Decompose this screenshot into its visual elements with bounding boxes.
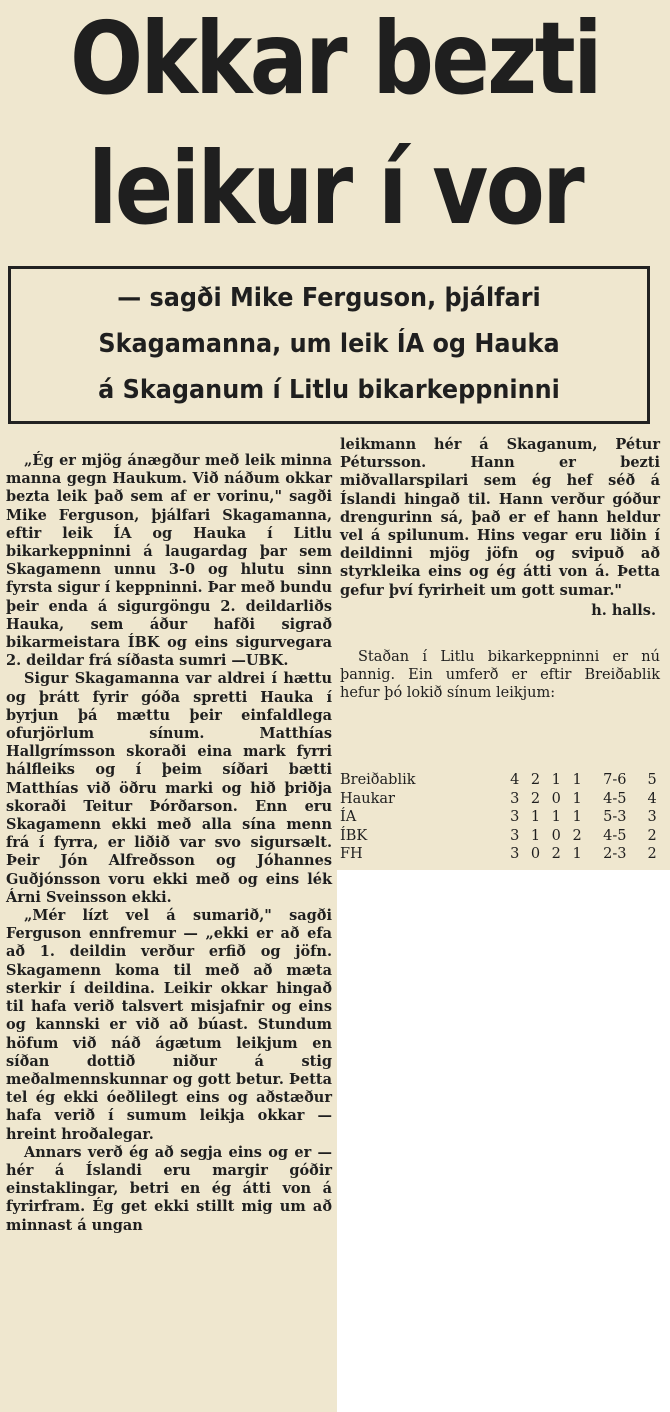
standings-lost: 1 bbox=[572, 809, 582, 825]
standings-played: 3 bbox=[510, 790, 520, 807]
subheadline-box bbox=[8, 266, 650, 424]
standings-drawn: 1 bbox=[551, 809, 561, 825]
standings-team-name: FH bbox=[340, 846, 363, 862]
standings-lost: 1 bbox=[572, 772, 582, 788]
headline-line-2: leikur í vor bbox=[87, 130, 583, 247]
standings-intro: Staðan í Litlu bikarkeppninni er nú þannig. Ein umferð er eftir Breiðablik hefur þó lokið sínum leikjum: bbox=[340, 649, 660, 702]
standings-played: 3 bbox=[510, 809, 520, 825]
article-right-column bbox=[340, 436, 660, 703]
standings-table bbox=[340, 771, 662, 864]
standings-goals: 4-5 bbox=[603, 790, 627, 807]
standings-drawn: 0 bbox=[551, 827, 561, 844]
standings-goals: 7-6 bbox=[603, 772, 627, 788]
standings-points: 2 bbox=[647, 827, 657, 844]
standings-goals: 4-5 bbox=[603, 827, 627, 844]
standings-goals: 5-3 bbox=[603, 809, 627, 825]
article-left-column bbox=[6, 452, 332, 1235]
standings-points: 4 bbox=[647, 790, 657, 807]
standings-lost: 1 bbox=[572, 790, 582, 807]
standings-won: 1 bbox=[530, 809, 541, 825]
paragraph-5: leikmann hér á Skaganum, Pétur Pétursson. Hann er bezti miðvallarspilari sem ég hef séð á Íslandi hingað til. Hann verður góður drengurinn sá, það er ef hann heldur vel á spilunum. Hins vegar eru liðin í deildinni mjög jöfn og svipuð að styrkleika eins og ég átti von á. Þetta gefur því fyrirheit um gott sumar." bbox=[340, 436, 660, 599]
author-signature: h. halls. bbox=[591, 601, 656, 619]
standings-drawn: 2 bbox=[551, 846, 561, 862]
standings-row bbox=[340, 771, 662, 790]
subheadline-line-1: — sagði Mike Ferguson, þjálfari bbox=[117, 283, 541, 313]
standings-lost: 1 bbox=[572, 846, 582, 862]
standings-points: 2 bbox=[647, 846, 657, 862]
standings-played: 3 bbox=[510, 827, 520, 844]
standings-goals: 2-3 bbox=[603, 846, 627, 862]
standings-points: 5 bbox=[647, 772, 657, 788]
standings-won: 0 bbox=[530, 846, 541, 862]
standings-row bbox=[340, 845, 662, 864]
standings-won: 2 bbox=[530, 790, 541, 807]
headline-line-1: Okkar bezti bbox=[69, 0, 601, 117]
standings-points: 3 bbox=[647, 809, 657, 825]
paragraph-4: Annars verð ég að segja eins og er — hér á Íslandi eru margir góðir einstaklingar, betri en ég átti von á fyrirfram. Ég get ekki stillt mig um að minnast á ungan bbox=[6, 1143, 332, 1234]
subheadline-line-2: Skagamanna, um leik ÍA og Hauka bbox=[98, 329, 560, 359]
standings-drawn: 1 bbox=[551, 772, 561, 788]
paragraph-2: Sigur Skagamanna var aldrei í hættu og þrátt fyrir góða spretti Hauka í byrjun þá mættu þeir einfaldlega ofurjörlum sínum. Matthías Hallgrímsson skoraði eina mark fyrri hálfleiks og í þeim síðari bætti Matthías við öðru marki og hið þriðja skoraði Teitur Þórðarson. Enn eru Skagamenn ekki með alla sína menn frá í fyrra, er liðið var svo sigursælt. Þeir Jón Alfreðsson og Jóhannes Guðjónsson voru ekki með og eins lék Árni Sveinsson ekki. bbox=[6, 670, 332, 906]
standings-row bbox=[340, 790, 662, 809]
standings-team-name: ÍA bbox=[340, 809, 357, 825]
subheadline-line-3: á Skaganum í Litlu bikarkeppninni bbox=[98, 375, 560, 405]
standings-played: 3 bbox=[510, 846, 520, 862]
standings-row bbox=[340, 808, 662, 827]
standings-won: 2 bbox=[530, 772, 541, 788]
standings-row bbox=[340, 827, 662, 846]
standings-team-name: Breiðablik bbox=[340, 772, 416, 788]
paragraph-1: „Ég er mjög ánægður með leik minna manna gegn Haukum. Við náðum okkar bezta leik það sem af er vorinu," sagði Mike Ferguson, þjálfari Skagamanna, eftir leik ÍA og Hauka í Litlu bikarkeppninni á laugardag þar sem Skagamenn unnu 3-0 og hlutu sinn fyrsta sigur í keppninni. Þar með bundu þeir enda á sigurgöngu 2. deildarliðs Hauka, sem áður hafði sigrað bikarmeistara ÍBK og eins sigurvegara 2. deildar frá síðasta sumri —UBK. bbox=[6, 452, 332, 670]
standings-won: 1 bbox=[530, 827, 541, 844]
standings-lost: 2 bbox=[572, 827, 582, 844]
paragraph-3: „Mér lízt vel á sumarið," sagði Ferguson ennfremur — „ekki er að efa að 1. deildin verður erfið og jöfn. Skagamenn koma til með að mæta sterkir í deildina. Leikir okkar hingað til hafa verið talsvert misjafnir og eins og kannski er við að búast. Stundum höfum við náð ágætum leikjum en síðan dottið niður á stig meðalmennskunnar og gott betur. Þetta tel ég ekki óeðlilegt eins og aðstæður hafa verið í sumum leikja okkar — hreint hroðalegar. bbox=[6, 907, 332, 1143]
standings-drawn: 0 bbox=[551, 790, 561, 807]
standings-team-name: Haukar bbox=[340, 790, 395, 807]
standings-team-name: ÍBK bbox=[340, 827, 368, 844]
standings-played: 4 bbox=[510, 772, 520, 788]
